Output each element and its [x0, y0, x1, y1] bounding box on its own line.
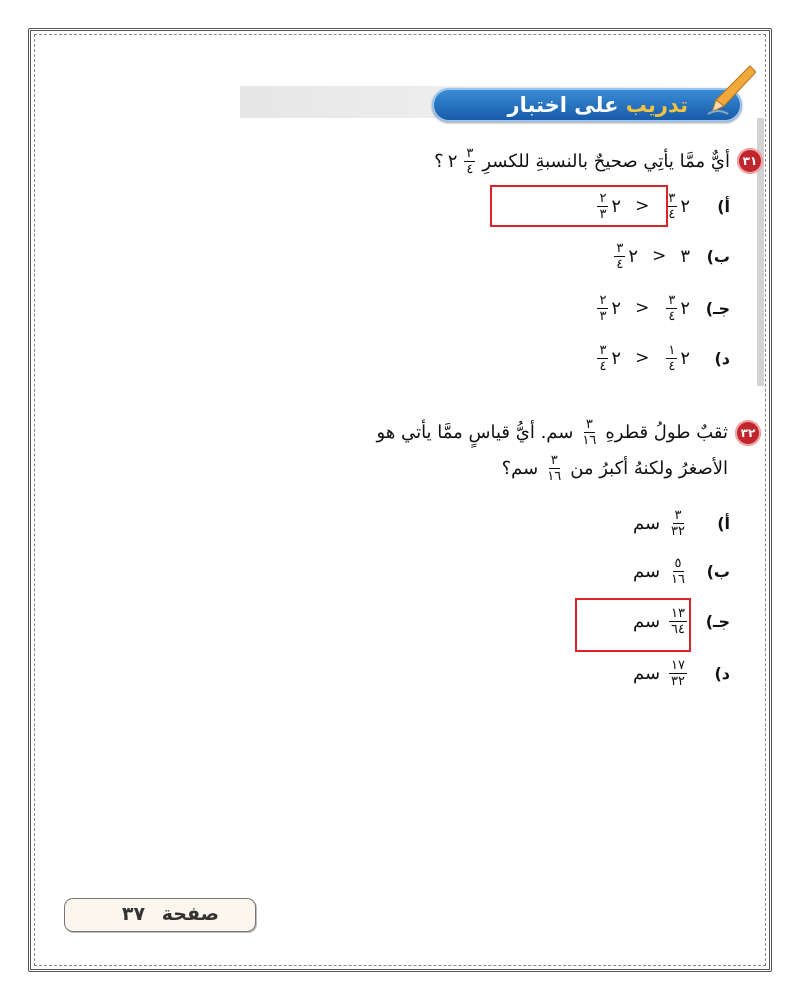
q31-option-b[interactable] — [611, 238, 730, 274]
correct-answer-highlight — [490, 185, 668, 227]
comparison-operator: < — [635, 348, 650, 368]
option-label: أ) — [717, 196, 730, 216]
stem-whole: ٢ — [447, 150, 458, 172]
stem-question-mark: ؟ — [434, 150, 444, 172]
page-number: صفحة ٣٧ — [121, 903, 219, 925]
unit-label: سم — [632, 610, 661, 632]
q31-option-d[interactable] — [594, 340, 730, 376]
option-label: أ) — [717, 513, 730, 533]
mixed-number: ٢ $\frac{١}{٤}$ — [668, 342, 690, 374]
mixed-number: ٢ $\frac{٣}{٤}$ — [599, 342, 622, 374]
test-practice-banner — [432, 88, 742, 122]
option-fraction: $\frac{٥}{١٦}$ — [671, 555, 685, 587]
q32-option-d[interactable] — [633, 654, 730, 692]
stem-fraction: $\frac{٣}{٤}$ — [466, 145, 474, 177]
question-32-line-2: الأصغرُ ولكنهُ أكبرُ من $\frac{٣}{١٦}$ سم؟ — [501, 452, 728, 484]
comparison-operator: < — [635, 298, 650, 318]
pencil-icon — [706, 64, 756, 118]
diameter-fraction: $\frac{٣}{١٦}$ — [582, 416, 597, 448]
comparison-operator: < — [635, 196, 650, 216]
correct-answer-highlight — [575, 598, 691, 652]
option-label: د) — [714, 663, 730, 683]
mixed-number: ٢ $\frac{٢}{٣}$ — [599, 190, 622, 222]
mixed-number: ٢ $\frac{٣}{٤}$ — [668, 190, 690, 222]
unit-label: سم — [632, 560, 661, 582]
comparison-operator: < — [652, 246, 667, 266]
option-fraction: $\frac{٣}{٣٢}$ — [671, 507, 685, 539]
q32-option-b[interactable] — [633, 552, 730, 590]
unit-label: سم — [632, 512, 661, 534]
q32-option-a[interactable] — [633, 504, 730, 542]
option-fraction: $\frac{١٧}{٣٢}$ — [671, 657, 685, 689]
page-number-tab — [64, 898, 256, 932]
stem-text: أيٌّ ممَّا يأتِي صحيحٌ بالنسبةِ للكسرِ — [482, 150, 730, 172]
option-label: جـ) — [705, 298, 730, 318]
question-32-line-1: ثقبٌ طولُ قطرهِ $\frac{٣}{١٦}$ سم. أيُّ قياسٍ ممَّا يأتي هو — [376, 416, 728, 448]
option-label: ب) — [706, 246, 730, 266]
banner-word-2: على اختبار — [507, 93, 619, 117]
unit-label: سم — [632, 662, 661, 684]
option-fraction: $\frac{١٣}{٦٤}$ — [671, 605, 685, 637]
option-label: د) — [714, 348, 730, 368]
option-label: جـ) — [705, 611, 730, 631]
mixed-number: ٢ $\frac{٢}{٣}$ — [599, 292, 622, 324]
mixed-number: ٣ — [680, 245, 690, 267]
question-31-stem — [434, 146, 730, 176]
q31-option-c[interactable] — [594, 290, 730, 326]
question-31-badge: ٣١ — [737, 148, 763, 174]
option-label: ب) — [706, 561, 730, 581]
banner-title — [508, 90, 688, 120]
banner-word-1: تدريب — [625, 93, 688, 117]
question-32-badge: ٣٢ — [735, 420, 761, 446]
mixed-number: ٢ $\frac{٣}{٤}$ — [616, 240, 639, 272]
reference-fraction: $\frac{٣}{١٦}$ — [547, 452, 562, 484]
mixed-number: ٢ $\frac{٣}{٤}$ — [668, 292, 690, 324]
